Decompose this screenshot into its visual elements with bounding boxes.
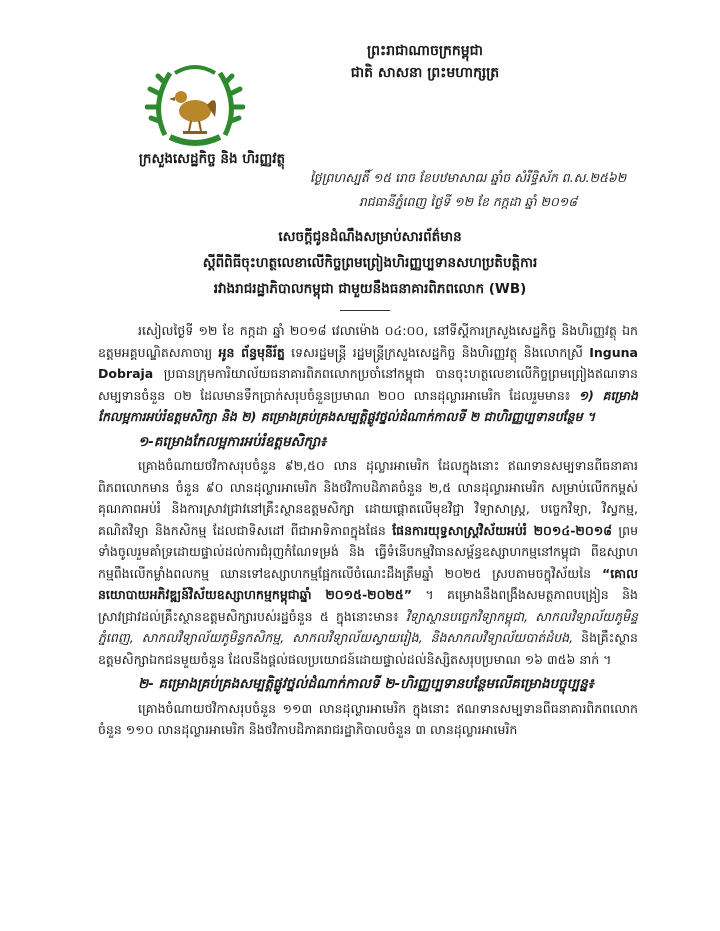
title-line-1: សេចក្តីជូនដំណឹងសម្រាប់សារព័ត៌មាន (278, 229, 462, 245)
lunar-date: ថ្ងៃព្រហស្បតិ៍ ១៥ រោច ខែបឋមាសាឍ ឆ្នាំច សំរឹទ្ធិស័ក ព.ស.២៥៦២ (309, 170, 627, 185)
paragraph-road-asset (98, 698, 638, 741)
universities-list: វិទ្យាស្ថានបច្ចេកវិទ្យាកម្ពុជា, សាកលវិទ្យាល័យភូមិន្ទភ្នំពេញ, សាកលវិទ្យាល័យភូមិន្ទកសិកម្ម, សាកលវិទ្យាល័យស្វាយរៀង, និងសាកលវិទ្យាល័យបាត់ដំបង, (98, 608, 638, 645)
higher-ed-text-c: ។ គម្រោងនឹងពង្រឹងសមត្ថភាពបង្រៀន និងស្រាវជ្រាវដល់គ្រឹះស្ថានឧត្តមសិក្សារបស់រដ្ឋចំនួន ៥ ក្នុងនោះមាន៖ (98, 587, 638, 624)
title-line-3: រវាងរាជរដ្ឋាភិបាលកម្ពុជា ជាមួយនឹងធនាគារពិភពលោក (WB) (213, 281, 527, 297)
bird-icon (169, 91, 216, 134)
title-divider (340, 310, 390, 311)
wb-representative-name: Inguna Dobraja (98, 344, 638, 381)
intro-projects-list: ១) គម្រោងកែលម្អការអប់រំឧត្តមសិក្សា និង ២) គម្រោងគ្រប់គ្រងសម្បត្តិផ្លូវថ្នល់ដំណាក់កាលទី ២ ជាហិរញ្ញប្បទានបន្ថែម ។ (98, 387, 638, 424)
ministry-name: ក្រសួងសេដ្ឋកិច្ច និង ហិរញ្ញវត្ថុ (138, 151, 286, 167)
intro-text-c: ប្រធានក្រុមការិយាល័យធនាគារពិភពលោកប្រចាំនៅកម្ពុជា បានចុះហត្ថលេខាលើកិច្ចព្រមព្រៀងឥណទានសម្បទានចំនួន ០២ ដែលមានទឹកប្រាក់សរុបចំនួនប្រមាណ ២០០ លានដុល្លារអាមេរិក ដែលរួមមាន៖ (98, 366, 638, 403)
date-block (298, 166, 638, 214)
higher-ed-text-b: ព្រមទាំងចូលរួមគាំទ្រដោយផ្ទាល់ដល់ការជំរុញកំណែទម្រង់ និង ធ្វើទំនើបកម្មវិធានសម្ព័ន្ធឧស្សាហកម្មនៅកម្ពុជា ពីឧស្សាហកម្មពឹងលើកម្លាំងពលកម្ម ឈានទៅឧស្សាហកម្មផ្អែកលើចំណេះដឹងត្រឹមឆ្នាំ ២០២៥ ស្របតាមចក្ខុវិស័យនៃ (98, 522, 638, 581)
higher-ed-text-a: គ្រោងចំណាយថវិកាសរុបចំនួន ៩២,៥០ លាន ដុល្លារអាមេរិក ដែលក្នុងនោះ ឥណទានសម្បទានពីធនាគារពិភពលោកមាន ចំនួន ៩០ លានដុល្លារអាមេរិក និងថវិកាបដិភាគចំនួន ២,៥ លានដុល្លារអាមេរិក សម្រាប់លើកកម្ពស់គុណភាពអប់រំ និងការស្រាវជ្រាវនៅគ្រឹះស្ថានឧត្តមសិក្សា ដោយផ្តោតលើមុខវិជ្ជា វិទ្យាសាស្ត្រ, បច្ចេកវិទ្យា, វិស្វកម្ម, គណិតវិទ្យា និងកសិកម្ម ដែលជាទិសដៅ ពីជាអាទិភាពក្នុងផែន (98, 458, 638, 538)
kingdom-header (300, 40, 550, 84)
higher-ed-text-d: និងគ្រឹះស្ថានឧត្តមសិក្សាឯកជនមួយចំនួន ដែលនឹងផ្តល់ផលប្រយោជន៍ដោយផ្ទាល់ដល់និស្សិតសរុបប្រមាណ ១៦ ៣៥៦ នាក់ ។ (98, 630, 638, 667)
kingdom-name: ព្រះរាជាណាចក្រកម្ពុជា (366, 43, 483, 59)
title-line-2: ស្តីពីពិធីចុះហត្ថលេខាលើកិច្ចព្រមព្រៀងហិរញ្ញប្បទានសហប្រតិបត្តិការ (202, 255, 538, 271)
national-motto: ជាតិ សាសនា ព្រះមហាក្សត្រ (350, 65, 500, 81)
solar-date: រាជធានីភ្នំពេញ ថ្ងៃទី ១២ ខែ កក្កដា ឆ្នាំ ២០១៨ (358, 194, 578, 209)
ministry-logo-emblem (145, 55, 245, 155)
intro-text-b: ទេសរដ្ឋមន្ត្រី រដ្ឋមន្ត្រីក្រសួងសេដ្ឋកិច្ច និងហិរញ្ញវត្ថុ និងលោកស្រី (291, 344, 583, 360)
document-body (98, 320, 638, 741)
paragraph-higher-education (98, 455, 638, 670)
section-heading-2: ២- គម្រោងគ្រប់គ្រងសម្បត្តិផ្លូវថ្នល់ដំណាក់កាលទី ២-ហិរញ្ញប្បទានបន្ថែមលើគម្រោងបច្ចុប្បន្ន៖ (138, 676, 594, 692)
paragraph-intro (98, 320, 638, 428)
road-asset-text: គ្រោងចំណាយថវិកាសរុបចំនួន ១១៣ លានដុល្លារអាមេរិក ក្នុងនោះ ឥណទានសម្បទានពីធនាគារពិភពលោក ចំនួន ១១០ លានដុល្លារអាមេរិក និងថវិកាបដិភាគរាជរដ្ឋាភិបាលចំនួន ៣ លានដុល្លារអាមេរិក (98, 700, 638, 737)
industrial-policy-title: “គោលនយោបាយអភិវឌ្ឍន៍វិស័យឧស្សាហកម្មកម្ពុជាឆ្នាំ ២០១៥-២០២៥” (98, 565, 638, 602)
section-heading-1: ១-គម្រោងកែលម្អការអប់រំឧត្តមសិក្សា៖ (138, 433, 327, 450)
document-title (130, 224, 610, 302)
education-strategic-plan: ផែនការយុទ្ធសាស្ត្រវិស័យអប់រំ ២០១៤-២០១៨ (392, 522, 613, 538)
intro-text-a: រសៀលថ្ងៃទី ១២ ខែ កក្កដា ឆ្នាំ ២០១៨ វេលាម៉ោង ០៤:០០, នៅទីស្តីការក្រសួងសេដ្ឋកិច្ច និងហិរញ្ញវត្ថុ ឯកឧត្តមអគ្គបណ្ឌិតសភាចារ្យ (98, 323, 638, 360)
minister-name: អូន ព័ន្ធមុនីរ័ត្ន (218, 344, 285, 360)
